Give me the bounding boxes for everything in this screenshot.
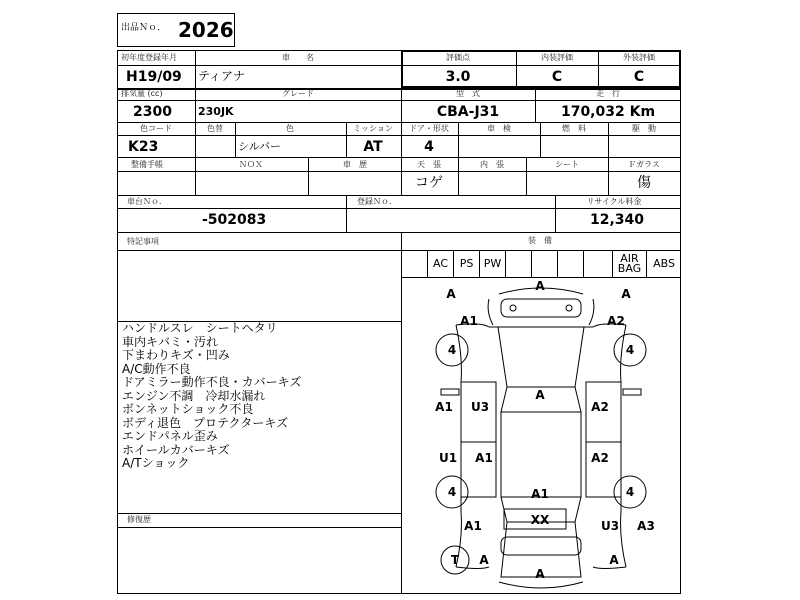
diag-left-front-tire: 4: [447, 343, 457, 357]
diag-rear-right-corner: A: [609, 553, 619, 567]
remark-line: エンドパネル歪み: [122, 429, 218, 443]
year-value: H19/09: [126, 69, 182, 85]
color-label: 色: [286, 124, 294, 133]
inspection-label: 車 検: [487, 124, 511, 133]
diag-rear-panel: XX: [530, 513, 550, 527]
model-value: CBA-J31: [436, 104, 500, 120]
fuel-label: 燃 料: [562, 124, 586, 133]
remarks-label: 特記事項: [127, 237, 159, 246]
diag-right-rear-tire: 4: [625, 485, 635, 499]
door-label: ドア・形状: [409, 124, 449, 133]
diag-right-quarter-u: U3: [600, 519, 620, 533]
trim-value: 230JK: [198, 105, 234, 118]
color-code-value: K23: [128, 139, 159, 155]
interior-label: 内装評価: [541, 53, 573, 62]
equipment-slot: [557, 251, 583, 277]
remark-line: A/C動作不良: [122, 361, 191, 376]
glass-label: Ｆガラス: [628, 160, 660, 169]
history-label: 車 歴: [343, 160, 367, 169]
mission-value: AT: [363, 139, 383, 155]
diag-right-front-door: A2: [591, 400, 609, 414]
mileage-label: 走 行: [596, 89, 620, 98]
inner-label: 内 張: [480, 160, 504, 169]
equipment-ps: PS: [453, 251, 479, 277]
glass-value: 傷: [637, 175, 651, 191]
manual-label: 整備手帳: [131, 160, 163, 169]
remark-line: 下まわりキズ・凹み: [122, 348, 230, 362]
remark-line: ボディ退色 プロテクターキズ: [122, 415, 289, 430]
equipment-slot: [583, 251, 612, 277]
remark-line: 車内キバミ・汚れ: [122, 334, 219, 349]
diag-trunk-lid: A1: [531, 487, 549, 501]
name-label: 車 名: [282, 53, 314, 62]
cc-label: 排気量 (cc): [121, 89, 163, 98]
remark-line: ハンドルスレ シートヘタリ: [122, 321, 278, 335]
equipment-label: 装 備: [528, 236, 552, 245]
chassis-value: -502083: [202, 212, 267, 228]
mission-label: ミッション: [353, 124, 393, 133]
seat-label: シート: [555, 160, 579, 169]
model-label: 型 式: [456, 89, 480, 98]
remark-line: A/Tショック: [122, 456, 190, 470]
diag-left-quarter: A1: [464, 519, 482, 533]
diag-left-fender: A1: [460, 314, 478, 328]
chassis-label: 車台Ｎｏ．: [127, 197, 167, 206]
equipment-slot: [505, 251, 531, 277]
remarks-list: [122, 322, 301, 471]
color-change-label: 色替: [207, 124, 223, 133]
color-code-label: 色コード: [140, 124, 172, 133]
diag-right-front-tire: 4: [625, 343, 635, 357]
grade-value: 3.0: [445, 69, 471, 85]
nox-label: ＮＯＸ: [239, 160, 263, 169]
grade-label: 評価点: [446, 53, 470, 62]
door-value: 4: [424, 139, 434, 155]
exterior-label: 外装評価: [623, 53, 655, 62]
equipment-pw: PW: [479, 251, 505, 277]
diag-front-bumper: A: [535, 279, 545, 293]
diag-rear-left-corner: A: [479, 553, 489, 567]
diag-front-right-corner: A: [621, 287, 631, 301]
color-value: シルバー: [238, 140, 281, 153]
remark-line: ホイールカバーキズ: [122, 442, 230, 457]
reg-label: 登録Ｎｏ．: [357, 197, 397, 206]
remark-line: ボンネットショック不良: [122, 402, 254, 416]
diag-right-rear-door: A2: [591, 451, 609, 465]
diag-right-quarter: A3: [637, 519, 655, 533]
diag-left-rear-door-u: U1: [438, 451, 458, 465]
trim-label: グレード: [282, 89, 314, 98]
remark-line: エンジン不調 冷却水漏れ: [122, 388, 266, 403]
drive-label: 駆 動: [632, 124, 656, 133]
lot-number: 2026: [178, 18, 234, 42]
interior-value: C: [551, 69, 563, 85]
recycle-label: リサイクル料金: [586, 197, 642, 206]
year-label: 初年度登録年月: [121, 53, 177, 62]
recycle-value: 12,340: [590, 212, 645, 228]
mileage-value: 170,032 Km: [560, 104, 656, 120]
equipment-slot: [531, 251, 557, 277]
diag-spare-tire: T: [450, 553, 460, 567]
cc-value: 2300: [133, 104, 172, 120]
repair-history-label: 修復歴: [127, 515, 151, 524]
equipment-ac: AC: [427, 251, 453, 277]
diag-left-rear-tire: 4: [447, 485, 457, 499]
diag-right-fender: A2: [607, 314, 625, 328]
diag-left-front-door-u: U3: [470, 400, 490, 414]
ceiling-label: 天 張: [417, 160, 441, 169]
diag-left-front-door: A1: [435, 400, 453, 414]
equipment-abs: ABS: [646, 251, 681, 277]
exterior-value: C: [633, 69, 645, 85]
name-value: ティアナ: [198, 69, 246, 83]
equipment-airbag: AIR BAG: [612, 251, 646, 277]
lot-number-label: 出品Ｎｏ．: [121, 23, 167, 33]
diag-hood: A: [535, 388, 545, 402]
diag-rear-bumper: A: [535, 567, 545, 581]
remark-line: ドアミラー動作不良・カバーキズ: [122, 375, 302, 389]
diag-left-rear-door: A1: [475, 451, 493, 465]
diag-front-left-corner: A: [446, 287, 456, 301]
car-damage-diagram: [401, 277, 681, 594]
ceiling-value: コゲ: [415, 175, 443, 191]
